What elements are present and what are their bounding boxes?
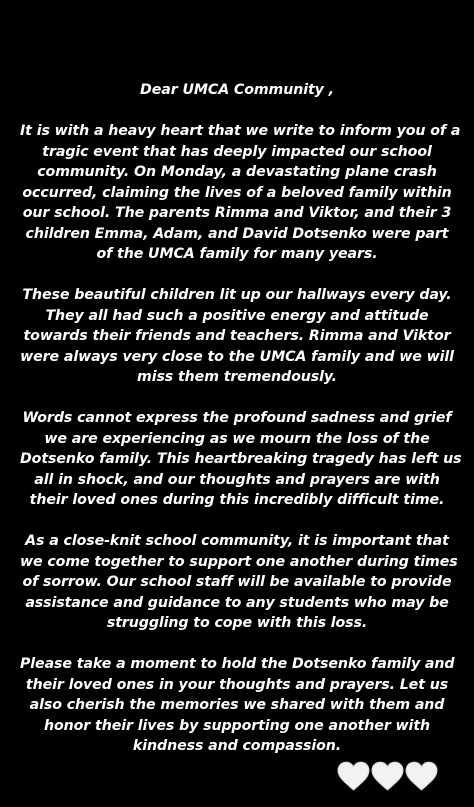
paragraph-spacer <box>20 388 454 409</box>
paragraph-line: miss them tremendously. <box>137 369 337 385</box>
letter-paragraph-3 <box>20 408 462 511</box>
paragraph-line: tragic event that has deeply impacted our school <box>42 143 432 160</box>
paragraph-line: our school. The parents Rimma and Viktor, and their 3 <box>22 205 452 221</box>
paragraph-line: of the UMCA family for many years. <box>96 246 378 262</box>
paragraph-line: honor their lives by supporting one another with <box>43 717 431 734</box>
paragraph-line: These beautiful children lit up our hallways every day. <box>22 287 452 303</box>
letter-paragraph-1 <box>20 121 461 265</box>
paragraph-line: Dotsenko family. This heartbreaking tragedy has left us <box>20 451 462 467</box>
paragraph-line: were always very close to the UMCA family and we will <box>20 348 454 365</box>
paragraph-line: also cherish the memories we shared with them and <box>29 697 445 713</box>
paragraph-line: towards their friends and teachers. Rimma and Viktor <box>23 328 451 344</box>
white-heart-icon <box>371 761 404 791</box>
paragraph-spacer <box>20 634 454 655</box>
paragraph-line: kindness and compassion. <box>132 738 342 754</box>
paragraph-line: struggling to cope with this loss. <box>106 615 368 631</box>
paragraph-spacer <box>20 265 454 286</box>
paragraph-line: Words cannot express the profound sadness and grief <box>22 410 452 426</box>
paragraph-line: their loved ones in your thoughts and prayers. Let us <box>25 676 449 693</box>
white-heart-icon <box>405 761 438 791</box>
paragraph-line: we come together to support one another during times <box>20 553 458 570</box>
paragraph-line: As a close-knit school community, it is important that <box>25 533 449 549</box>
paragraph-line: assistance and guidance to any students who may be <box>25 594 449 611</box>
condolence-letter <box>20 80 462 757</box>
letter-paragraph-5 <box>20 654 454 757</box>
paragraph-line: all in shock, and our thoughts and prayers are with <box>34 471 440 488</box>
paragraph-line: children Emma, Adam, and David Dotsenko were part <box>25 225 449 242</box>
paragraph-line: their loved ones during this incredibly difficult time. <box>29 492 445 508</box>
paragraph-line: we are experiencing as we mourn the loss of the <box>44 430 430 447</box>
paragraph-line: Please take a moment to hold the Dotsenko family and <box>20 656 455 672</box>
paragraph-spacer <box>20 101 454 122</box>
paragraph-line: They all had such a positive energy and attitude <box>45 307 429 324</box>
letter-paragraph-4 <box>20 531 458 634</box>
letter-paragraph-2 <box>20 285 454 388</box>
heart-emoji-group <box>337 761 438 791</box>
paragraph-line: of sorrow. Our school staff will be available to provide <box>22 574 452 590</box>
letter-greeting: Dear UMCA Community , <box>140 82 334 98</box>
paragraph-line: community. On Monday, a devastating plane crash <box>37 164 437 180</box>
paragraph-line: occurred, claiming the lives of a beloved family within <box>22 184 452 201</box>
paragraph-line: It is with a heavy heart that we write to inform you of a <box>20 123 461 139</box>
white-heart-icon <box>337 761 370 791</box>
paragraph-spacer <box>20 511 454 532</box>
